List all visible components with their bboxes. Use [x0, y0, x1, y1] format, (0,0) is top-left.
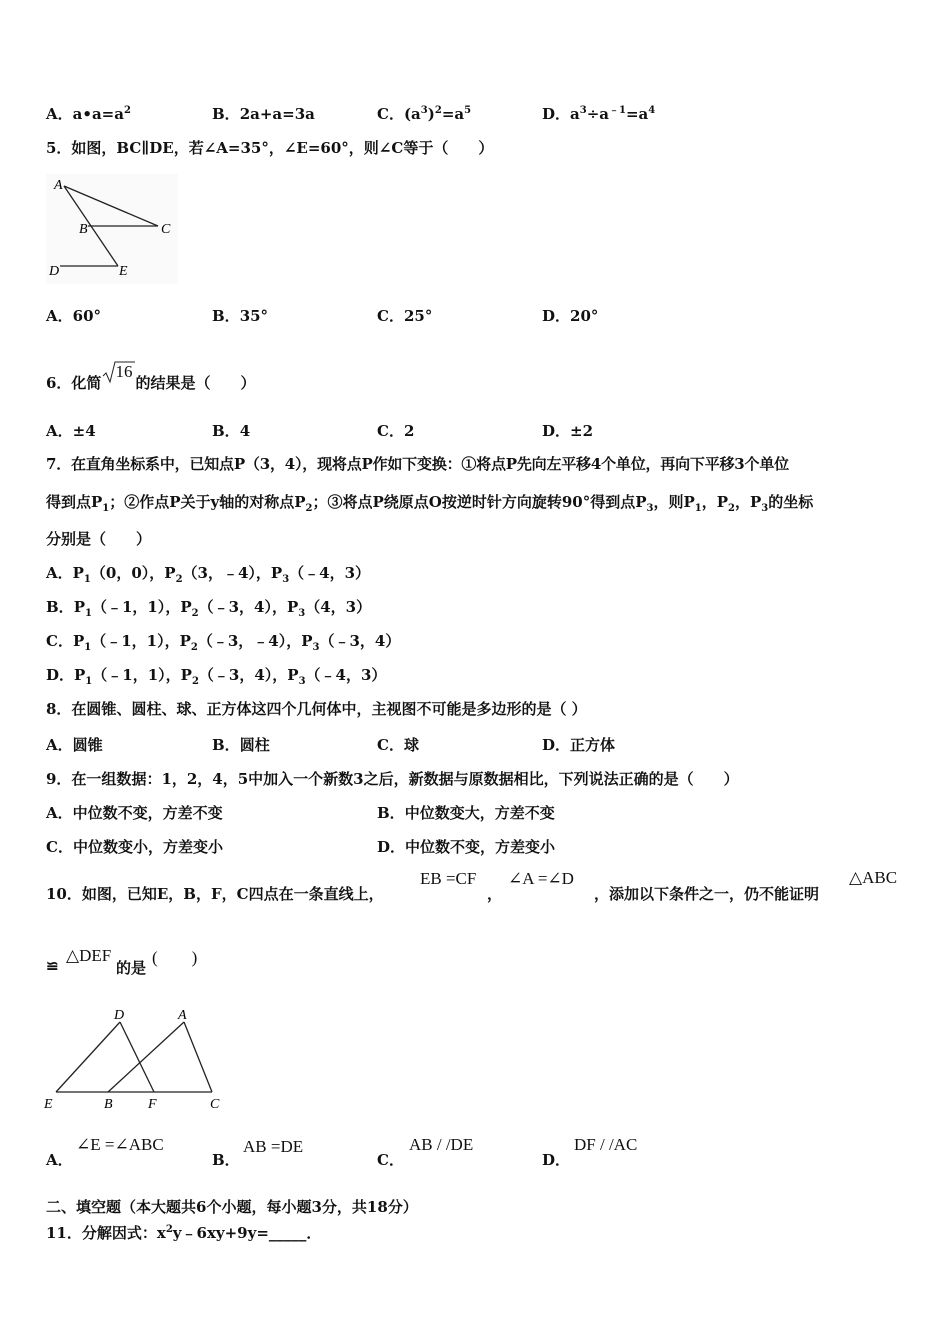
q10-triangle-def: △DEF — [66, 946, 112, 965]
q5-option-a: A．60° — [46, 307, 102, 325]
q10-label-b: B — [104, 1097, 113, 1112]
q7-option-a: A．$P_1(0$，0），$P_2(3$，﹣4），$P_3(﹣4$，3） — [46, 564, 371, 585]
q9-option-a: A．中位数不变，方差不变 — [46, 804, 223, 822]
q10-option-c-label: C． — [377, 1151, 404, 1169]
q9-option-d: D．中位数不变，方差变小 — [377, 838, 556, 856]
q8-option-b: B．圆柱 — [212, 736, 270, 754]
q8-option-a: A．圆锥 — [46, 736, 103, 754]
q10-option-d-label: D． — [542, 1151, 571, 1169]
q10-option-b: AB =DE — [243, 1137, 304, 1156]
q6-option-a: A．±4 — [46, 422, 96, 440]
q10-comma: ， — [487, 885, 503, 903]
q7-stem-line2: 得到点$P_1$；②作点P关于y轴的对称点$P_2$；③将点P绕原点O按逆时针方向旋转90°得到点$P_3$，则$P_1$，$P_2$，$P_3$的坐标 — [46, 493, 814, 514]
q6-stem: 6．化简 16 的结果是（ ） — [46, 362, 256, 392]
q10-label-e: E — [44, 1097, 53, 1112]
q9-option-b: B．中位数变大，方差不变 — [377, 804, 555, 822]
q6-option-b: B．4 — [212, 422, 251, 440]
q6-option-d: D．±2 — [542, 422, 594, 440]
q5-label-c: C — [161, 222, 171, 237]
q5-option-b: B．35° — [212, 307, 269, 325]
q5-label-e: E — [119, 264, 128, 279]
q5-option-c: C．25° — [377, 307, 433, 325]
q8-option-c: C．球 — [377, 736, 419, 754]
q4-option-d: D．$a^3\div a^{﹣1}=a^4$ — [542, 105, 656, 123]
q5-stem: 5．如图，BC∥DE，若∠A=35°，∠E=60°，则∠C等于（ ） — [46, 139, 494, 157]
q7-option-b: B．$P_1(﹣1$，1），$P_2(﹣3$，4），$P_3(4$，3） — [46, 598, 372, 619]
q10-label-c: C — [210, 1097, 220, 1112]
q10-stem-part3: 的是 — [116, 959, 147, 977]
q7-stem-line1: 7．在直角坐标系中，已知点P（3，4），现将点P作如下变换：①将点P先向左平移4个单位，再向下平移3个单位 — [46, 455, 789, 473]
q10-condition-angle: ∠A =∠D — [508, 869, 574, 888]
q10-triangle-abc: △ABC — [849, 868, 898, 887]
q5-figure — [46, 174, 178, 284]
q7-option-d: D．$P_1(﹣1$，1），$P_2(﹣3$，4），$P_3(﹣4$，3） — [46, 666, 387, 687]
q9-option-c: C．中位数变小，方差变小 — [46, 838, 223, 856]
q10-option-a: ∠E =∠ABC — [76, 1135, 164, 1154]
q6-option-c: C．2 — [377, 422, 415, 440]
q7-stem-line3: 分别是（ ） — [46, 530, 152, 548]
sqrt-expression: 16 — [101, 372, 135, 388]
q9-stem: 9．在一组数据：1，2，4，5中加入一个新数3之后，新数据与原数据相比，下列说法正确的是（ ） — [46, 770, 739, 788]
q4-option-b: B．2a+a=3a — [212, 105, 315, 123]
q8-stem: 8．在圆锥、圆柱、球、正方体这四个几何体中，主视图不可能是多边形的是（ ） — [46, 700, 587, 718]
q7-option-c: C．$P_1(﹣1$，1），$P_2(﹣3$，﹣4），$P_3(﹣3$，4） — [46, 632, 401, 653]
q10-congruent-symbol: ≌ — [46, 957, 59, 975]
section2-heading: 二、填空题（本大题共6个小题，每小题3分，共18分） — [46, 1198, 418, 1216]
q10-condition-eb-cf: EB =CF — [420, 869, 477, 888]
q8-option-d: D．正方体 — [542, 736, 616, 754]
q11-stem: 11．分解因式：$x^2y﹣6xy+9y=\_\_\_\_\_$． — [46, 1224, 322, 1242]
q4-option-a: A．$a•a=a^2$ — [46, 105, 131, 123]
q10-label-d: D — [114, 1008, 125, 1023]
q10-option-d: DF / /AC — [574, 1135, 638, 1154]
q10-option-b-label: B． — [212, 1151, 240, 1169]
q10-paren: ( ) — [152, 948, 198, 967]
q10-stem-part2: ，添加以下条件之一，仍不能证明 — [594, 885, 820, 903]
q10-stem-part1: 10．如图，已知E，B，F，C四点在一条直线上， — [46, 885, 384, 903]
q5-option-d: D．20° — [542, 307, 599, 325]
q10-label-f: F — [148, 1097, 157, 1112]
q5-label-d: D — [49, 264, 60, 279]
q4-option-c: C．$(a^3)^2=a^5$ — [377, 105, 472, 123]
q11-answer-blank[interactable]: _____ — [268, 1224, 307, 1242]
q5-label-a: A — [54, 178, 63, 193]
q10-label-a: A — [178, 1008, 187, 1023]
q5-label-b: B — [79, 222, 88, 237]
q10-option-c: AB / /DE — [409, 1135, 474, 1154]
q10-figure — [40, 1004, 235, 1116]
q10-option-a-label: A． — [46, 1151, 73, 1169]
